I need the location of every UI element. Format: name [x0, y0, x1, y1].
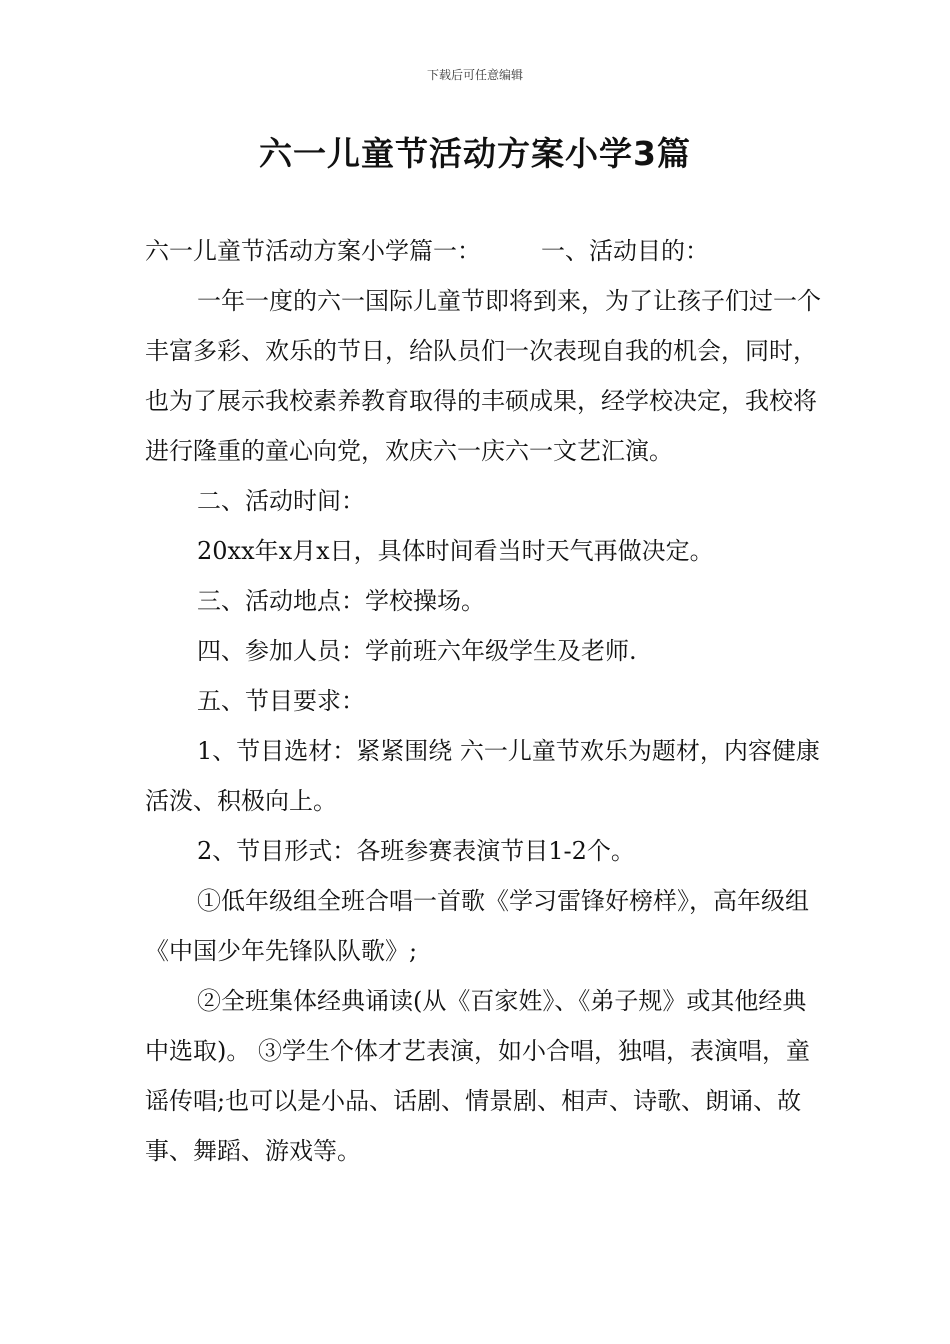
paragraph-participants: 四、参加人员：学前班六年级学生及老师. — [197, 637, 637, 665]
paragraph-time-heading: 二、活动时间： — [197, 487, 365, 515]
paragraph-material: 1、节目选材：紧紧围绕 六一儿童节欢乐为题材，内容健康活泼、积极向上。 — [145, 737, 820, 815]
paragraph-format: 2、节目形式：各班参赛表演节目1-2个。 — [197, 837, 635, 865]
document-body — [145, 226, 825, 1176]
section-intro-left: 六一儿童节活动方案小学篇一： — [145, 237, 481, 265]
header-note: 下载后可任意编辑 — [426, 68, 523, 82]
paragraph-purpose: 一年一度的六一国际儿童节即将到来，为了让孩子们过一个丰富多彩、欢乐的节日，给队员们一次表现自我的机会，同时，也为了展示我校素养教育取得的丰硕成果，经学校决定，我校将进行隆重的童心向党，欢庆六一庆六一文艺汇演。 — [145, 287, 821, 465]
paragraph-time: 20xx年x月x日，具体时间看当时天气再做决定。 — [197, 537, 714, 565]
section-intro-right: 一、活动目的： — [541, 237, 709, 265]
paragraph-item-2: ②全班集体经典诵读(从《百家姓》、《弟子规》或其他经典中选取)。 ③学生个体才艺表演，如小合唱，独唱，表演唱，童谣传唱;也可以是小品、话剧、情景剧、相声、诗歌、朗诵、故事、舞蹈、游戏等。 — [145, 987, 810, 1165]
section-intro — [145, 226, 825, 276]
page-title: 六一儿童节活动方案小学3篇 — [259, 134, 691, 173]
paragraph-item-1: ①低年级组全班合唱一首歌《学习雷锋好榜样》，高年级组《中国少年先锋队队歌》; — [145, 887, 809, 965]
paragraph-requirements-heading: 五、节目要求： — [197, 687, 365, 715]
paragraph-location: 三、活动地点：学校操场。 — [197, 587, 485, 615]
